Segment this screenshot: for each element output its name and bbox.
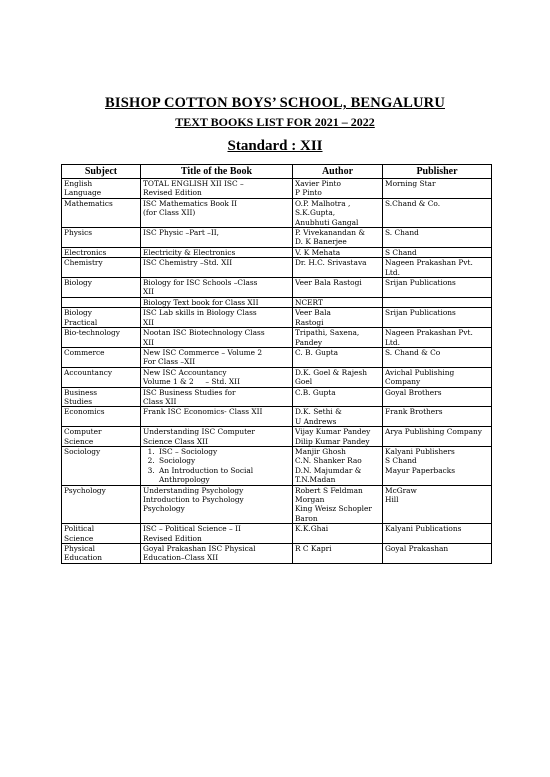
column-header-author: Author <box>293 165 383 179</box>
column-header-title: Title of the Book <box>141 165 293 179</box>
publisher-cell: Nageen Prakashan Pvt. Ltd. <box>383 328 492 348</box>
publisher-cell: Srijan Publications <box>383 308 492 328</box>
table-row <box>62 427 492 447</box>
standard-heading: Standard : XII <box>227 138 323 154</box>
title-cell: ISC Physic –Part –II, <box>141 228 293 248</box>
title-cell: Understanding ISC Computer Science Class XII <box>141 427 293 447</box>
author-cell: R C Kapri <box>293 544 383 564</box>
title-cell <box>141 446 293 485</box>
publisher-cell: Frank Brothers <box>383 407 492 427</box>
table-row <box>62 258 492 278</box>
author-cell: Manjir Ghosh C.N. Shanker Rao D.N. Majumdar & T.N.Madan <box>293 446 383 485</box>
title-cell: New ISC Commerce – Volume 2 For Class –XII <box>141 347 293 367</box>
publisher-cell: S. Chand & Co <box>383 347 492 367</box>
table-row <box>62 347 492 367</box>
author-cell: Dr. H.C. Srivastava <box>293 258 383 278</box>
subject-cell: Political Science <box>62 524 141 544</box>
author-cell: P. Vivekanandan & D. K Banerjee <box>293 228 383 248</box>
title-cell: Electricity & Electronics <box>141 247 293 257</box>
table-row <box>62 544 492 564</box>
author-cell: Tripathi, Saxena, Pandey <box>293 328 383 348</box>
publisher-cell: Morning Star <box>383 179 492 199</box>
subject-cell: Business Studies <box>62 387 141 407</box>
table-row <box>62 308 492 328</box>
author-cell: Xavier Pinto P Pinto <box>293 179 383 199</box>
subject-cell: Accountancy <box>62 367 141 387</box>
subject-cell: Biology <box>62 278 141 298</box>
table-header-row <box>62 165 492 179</box>
table-row <box>62 485 492 524</box>
subject-cell: Computer Science <box>62 427 141 447</box>
table-row <box>62 446 492 485</box>
table-row <box>62 367 492 387</box>
table-row <box>62 179 492 199</box>
school-name: BISHOP COTTON BOYS’ SCHOOL, BENGALURU <box>104 95 446 111</box>
title-cell: Biology Text book for Class XII <box>141 297 293 307</box>
subject-cell: Biology Practical <box>62 308 141 328</box>
title-cell: Understanding Psychology Introduction to Psychology Psychology <box>141 485 293 524</box>
publisher-cell: Goyal Brothers <box>383 387 492 407</box>
table-row <box>62 228 492 248</box>
subject-cell: Chemistry <box>62 258 141 278</box>
column-header-subject: Subject <box>62 165 141 179</box>
title-cell: ISC Lab skills in Biology Class XII <box>141 308 293 328</box>
author-cell: D.K. Goel & Rajesh Goel <box>293 367 383 387</box>
title-cell: Frank ISC Economics- Class XII <box>141 407 293 427</box>
subject-cell: Psychology <box>62 485 141 524</box>
subject-cell: Physical Education <box>62 544 141 564</box>
table-row <box>62 297 492 307</box>
table-row <box>62 524 492 544</box>
subject-cell: Electronics <box>62 247 141 257</box>
publisher-cell <box>383 297 492 307</box>
title-cell: ISC Mathematics Book II (for Class XII) <box>141 198 293 227</box>
author-cell: Veer Bala Rastogi <box>293 278 383 298</box>
subject-cell: Bio-technology <box>62 328 141 348</box>
publisher-cell: Kalyani Publishers S Chand Mayur Paperbacks <box>383 446 492 485</box>
author-cell: Vijay Kumar Pandey Dilip Kumar Pandey <box>293 427 383 447</box>
subject-cell: Sociology <box>62 446 141 485</box>
author-cell: NCERT <box>293 297 383 307</box>
subject-cell: English Language <box>62 179 141 199</box>
subject-cell: Commerce <box>62 347 141 367</box>
subject-cell <box>62 297 141 307</box>
author-cell: K.K.Ghai <box>293 524 383 544</box>
textbook-table <box>61 164 492 564</box>
table-row <box>62 328 492 348</box>
sociology-title-list: 1. ISC – Sociology 2. Sociology 3. An Introduction to Social Anthropology <box>143 447 290 485</box>
title-cell: TOTAL ENGLISH XII ISC – Revised Edition <box>141 179 293 199</box>
publisher-cell: S.Chand & Co. <box>383 198 492 227</box>
title-cell: ISC Business Studies for Class XII <box>141 387 293 407</box>
title-cell: New ISC Accountancy Volume 1 & 2 – Std. XII <box>141 367 293 387</box>
title-cell: ISC Chemistry –Std. XII <box>141 258 293 278</box>
author-cell: Robert S Feldman Morgan King Weisz Schopler Baron <box>293 485 383 524</box>
publisher-cell: McGraw Hill <box>383 485 492 524</box>
list-title: TEXT BOOKS LIST FOR 2021 – 2022 <box>175 115 375 129</box>
author-cell: C.B. Gupta <box>293 387 383 407</box>
title-cell: Nootan ISC Biotechnology Class XII <box>141 328 293 348</box>
title-cell: Biology for ISC Schools –Class XII <box>141 278 293 298</box>
column-header-publisher: Publisher <box>383 165 492 179</box>
table-row <box>62 247 492 257</box>
table-row <box>62 407 492 427</box>
subject-cell: Mathematics <box>62 198 141 227</box>
author-cell: O.P. Malhotra , S.K.Gupta, Anubhuti Gangal <box>293 198 383 227</box>
title-cell: Goyal Prakashan ISC Physical Education–Class XII <box>141 544 293 564</box>
author-cell: D.K. Sethi & U Andrews <box>293 407 383 427</box>
author-cell: V. K Mehata <box>293 247 383 257</box>
title-cell: ISC – Political Science – II Revised Edition <box>141 524 293 544</box>
publisher-cell: Avichal Publishing Company <box>383 367 492 387</box>
table-row <box>62 278 492 298</box>
subject-cell: Economics <box>62 407 141 427</box>
publisher-cell: Kalyani Publications <box>383 524 492 544</box>
publisher-cell: S. Chand <box>383 228 492 248</box>
publisher-cell: Arya Publishing Company <box>383 427 492 447</box>
publisher-cell: Nageen Prakashan Pvt. Ltd. <box>383 258 492 278</box>
publisher-cell: S Chand <box>383 247 492 257</box>
publisher-cell: Goyal Prakashan <box>383 544 492 564</box>
subject-cell: Physics <box>62 228 141 248</box>
publisher-cell: Srijan Publications <box>383 278 492 298</box>
author-cell: Veer Bala Rastogi <box>293 308 383 328</box>
author-cell: C. B. Gupta <box>293 347 383 367</box>
table-row <box>62 198 492 227</box>
table-row <box>62 387 492 407</box>
